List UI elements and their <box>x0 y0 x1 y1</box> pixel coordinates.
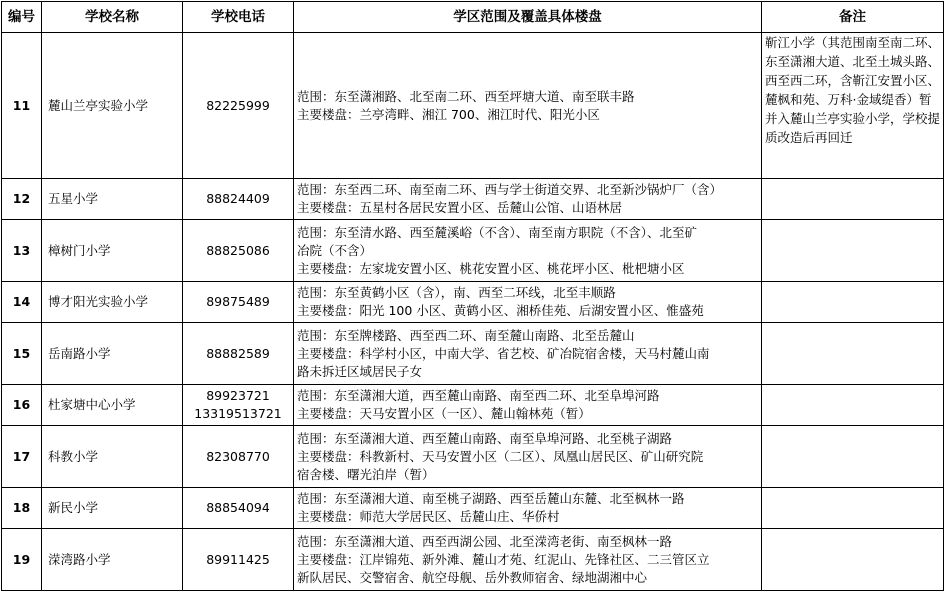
range-line: 范围：东至西二环、南至南二环、西与学士街道交界、北至新沙锅炉厂（含） <box>297 182 723 197</box>
school-phone <box>183 179 294 220</box>
phone-number: 88825086 <box>206 242 270 258</box>
district-range <box>294 33 762 179</box>
table-row <box>2 179 944 220</box>
range-line: 范围：东至潇湘大道、南至桃子湖路、西至岳麓山东麓、北至枫林一路 <box>297 491 685 506</box>
remark <box>762 220 944 282</box>
table-row <box>2 385 944 426</box>
phone-number: 88824409 <box>206 191 270 206</box>
remark <box>762 282 944 323</box>
range-line: 范围：东至潇湘大道、西至西湖公园、北至溁湾老街、南至枫林一路 <box>297 533 673 549</box>
table-row <box>2 220 944 282</box>
range-line: 范围：东至潇湘路、北至南二环、西至坪塘大道、南至联丰路 <box>297 88 635 104</box>
school-name: 新民小学 <box>42 488 183 529</box>
district-range <box>294 282 762 323</box>
school-phone <box>183 323 294 385</box>
district-range <box>294 179 762 220</box>
table-body <box>2 33 944 591</box>
header-note: 备注 <box>762 2 944 33</box>
header-name: 学校名称 <box>42 2 183 33</box>
table-row <box>2 323 944 385</box>
table-row <box>2 488 944 529</box>
range-line: 冶院（不含） <box>297 242 373 258</box>
phone-number: 89911425 <box>206 551 270 567</box>
school-phone <box>183 529 294 591</box>
range-line: 范围：东至清水路、西至麓溪峪（不含）、南至南方职院（不含）、北至矿 <box>297 224 698 240</box>
remark: 靳江小学（其范围南至南二环、东至潇湘大道、北至土城头路、西至西二环，含靳江安置小区、麓枫和苑、万科·金域缇香）暂并入麓山兰亭实验小学，学校提质改造后再回迁 <box>762 33 944 179</box>
row-number: 11 <box>2 33 42 179</box>
row-number: 15 <box>2 323 42 385</box>
phone-number: 88854094 <box>206 500 270 515</box>
row-number: 16 <box>2 385 42 426</box>
header-phone: 学校电话 <box>183 2 294 33</box>
school-phone <box>183 426 294 488</box>
range-line: 范围：东至牌楼路、西至西二环、南至麓山南路、北至岳麓山 <box>297 327 635 343</box>
phone-number: 82308770 <box>206 448 270 464</box>
range-line: 宿舍楼、曙光泊岸（暂） <box>297 466 435 482</box>
district-range <box>294 529 762 591</box>
district-range <box>294 426 762 488</box>
remark <box>762 385 944 426</box>
range-line: 范围：东至潇湘大道，西至麓山南路、南至西二环、北至阜埠河路 <box>297 388 660 403</box>
range-line: 主要楼盘：江岸锦苑、新外滩、麓山才苑、红泥山、先锋社区、二三管区立 <box>297 551 710 567</box>
range-line: 路未拆迁区域居民子女 <box>297 363 423 379</box>
school-phone <box>183 33 294 179</box>
school-phone <box>183 488 294 529</box>
phone-number: 88882589 <box>206 345 270 361</box>
school-name: 溁湾路小学 <box>42 529 183 591</box>
range-line: 范围：东至黄鹤小区（含），南、西至二环线，北至丰顺路 <box>297 285 616 300</box>
school-district-table <box>1 1 944 591</box>
phone-number: 89923721 <box>206 388 270 403</box>
school-name: 麓山兰亭实验小学 <box>42 33 183 179</box>
table-row <box>2 33 944 179</box>
remark <box>762 323 944 385</box>
header-num: 编号 <box>2 2 42 33</box>
range-line: 主要楼盘：师范大学居民区、岳麓山庄、华侨村 <box>297 509 560 524</box>
table-row <box>2 426 944 488</box>
school-phone <box>183 385 294 426</box>
range-line: 主要楼盘：天马安置小区（一区）、麓山翰林苑（暂） <box>297 406 591 421</box>
school-name: 博才阳光实验小学 <box>42 282 183 323</box>
range-line: 主要楼盘：阳光 100 小区、黄鹤小区、湘桥佳苑、后湖安置小区、惟盛苑 <box>297 303 704 318</box>
remark <box>762 529 944 591</box>
district-range <box>294 488 762 529</box>
header-row <box>2 2 944 33</box>
school-name: 五星小学 <box>42 179 183 220</box>
table-row <box>2 282 944 323</box>
school-name: 岳南路小学 <box>42 323 183 385</box>
district-range <box>294 220 762 282</box>
district-range <box>294 385 762 426</box>
table-row <box>2 529 944 591</box>
row-number: 18 <box>2 488 42 529</box>
range-line: 范围：东至潇湘大道、西至麓山南路、南至阜埠河路、北至桃子湖路 <box>297 430 673 446</box>
remark <box>762 488 944 529</box>
row-number: 19 <box>2 529 42 591</box>
school-name: 杜家塘中心小学 <box>42 385 183 426</box>
district-range <box>294 323 762 385</box>
header-range: 学区范围及覆盖具体楼盘 <box>294 2 762 33</box>
range-line: 主要楼盘：五星村各居民安置小区、岳麓山公馆、山语林居 <box>297 200 623 215</box>
phone-number: 82225999 <box>206 97 270 113</box>
row-number: 12 <box>2 179 42 220</box>
row-number: 17 <box>2 426 42 488</box>
row-number: 14 <box>2 282 42 323</box>
range-line: 主要楼盘：科教新村、天马安置小区（二区）、凤凰山居民区、矿山研究院 <box>297 448 704 464</box>
range-line: 主要楼盘：兰亭湾畔、湘江 700、湘江时代、阳光小区 <box>297 106 600 122</box>
remark <box>762 426 944 488</box>
range-line: 新队居民、交警宿舍、航空母舰、岳外教师宿舍、绿地湖湘中心 <box>297 569 648 585</box>
row-number: 13 <box>2 220 42 282</box>
remark <box>762 179 944 220</box>
school-name: 樟树门小学 <box>42 220 183 282</box>
school-phone <box>183 282 294 323</box>
range-line: 主要楼盘：左家垅安置小区、桃花安置小区、桃花坪小区、枇杷塘小区 <box>297 260 685 276</box>
phone-number: 13319513721 <box>194 406 282 421</box>
school-name: 科教小学 <box>42 426 183 488</box>
phone-number: 89875489 <box>206 294 270 309</box>
range-line: 主要楼盘：科学村小区，中南大学、省艺校、矿冶院宿舍楼，天马村麓山南 <box>297 345 710 361</box>
school-phone <box>183 220 294 282</box>
